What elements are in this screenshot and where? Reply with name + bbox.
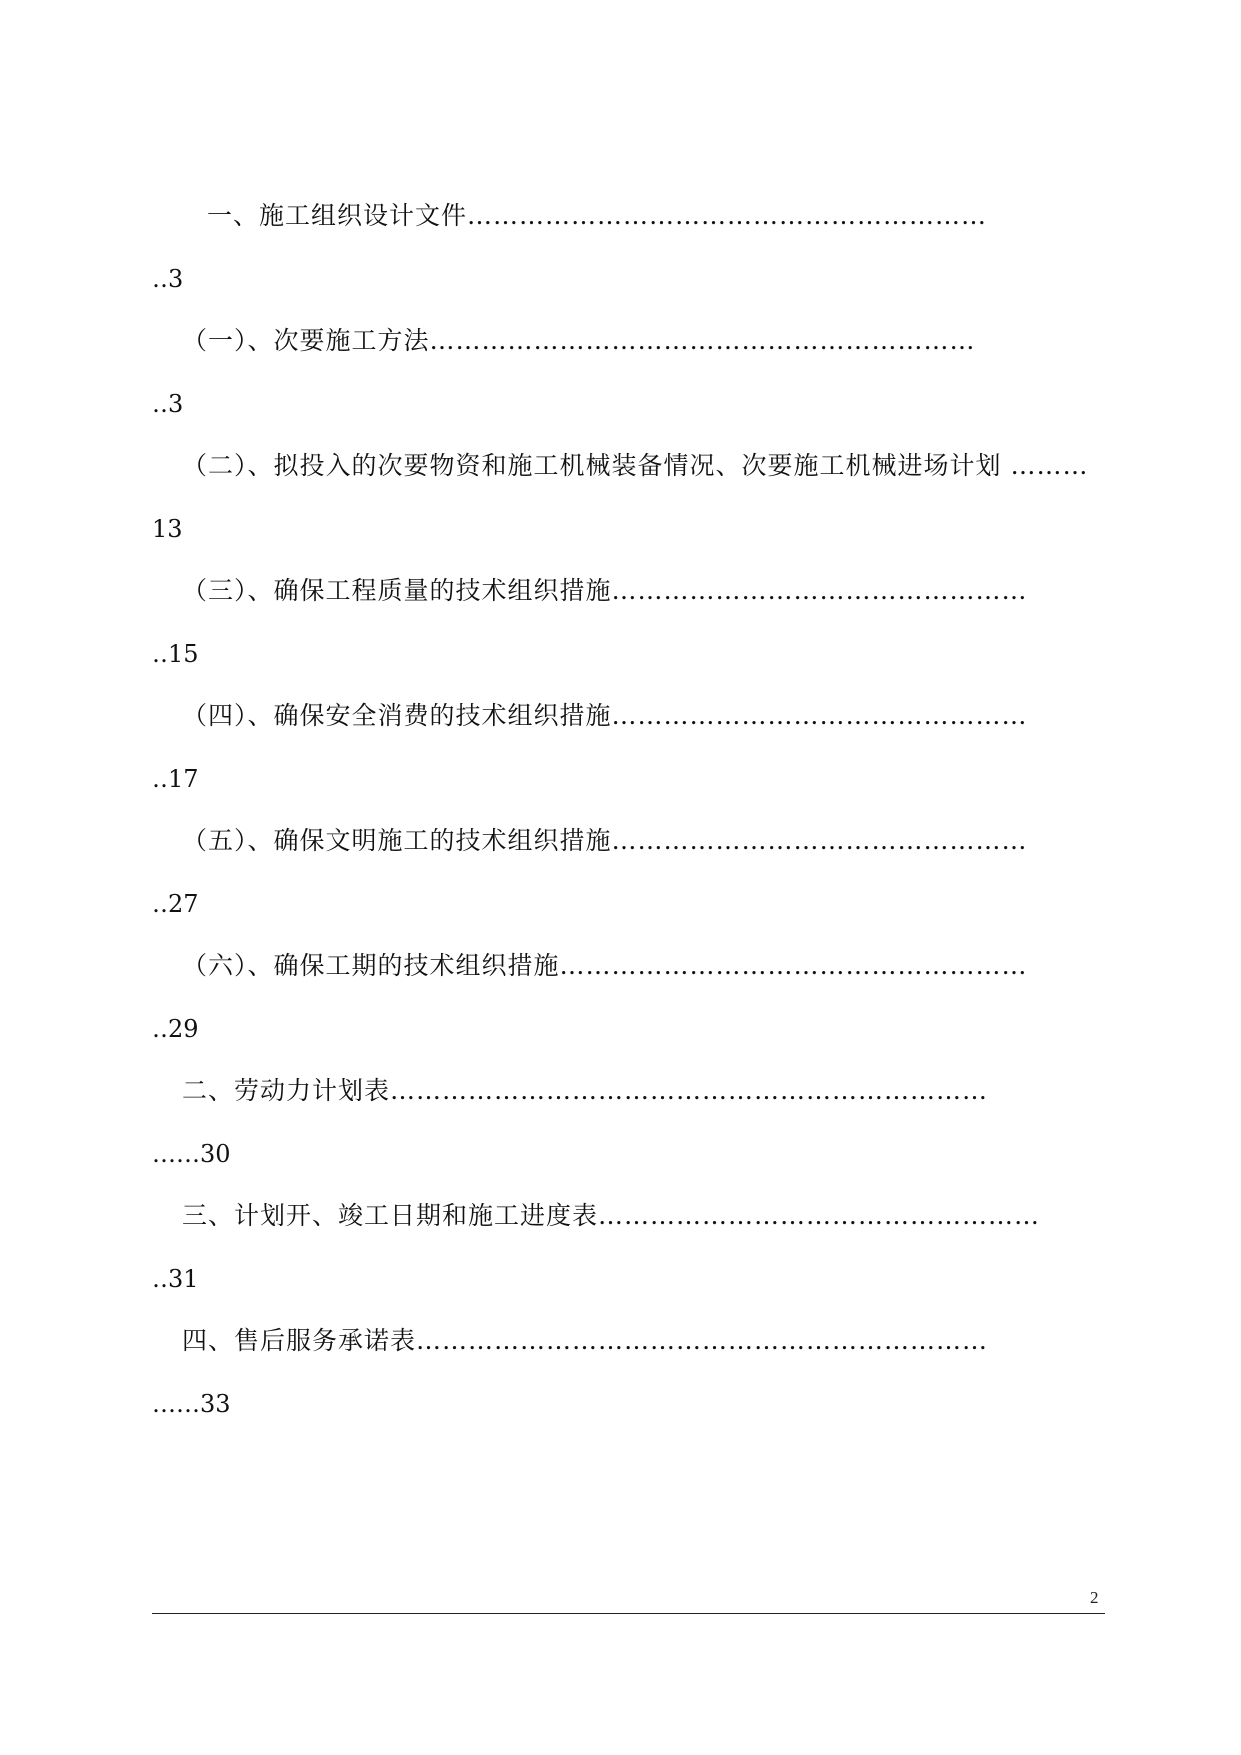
toc-entry-5-title: （四）、确保安全消费的技术组织措施………………………………………… [182, 701, 1028, 730]
toc-entry-4-title: （三）、确保工程质量的技术组织措施………………………………………… [182, 576, 1028, 605]
toc-entry-1-page: ‥3 [152, 265, 184, 293]
toc-entry-2-title: （一）、次要施工方法……………………………………………………… [182, 326, 976, 355]
toc-entry-3-page: 13 [152, 515, 183, 543]
toc-entry-7-page: ‥29 [152, 1015, 199, 1043]
toc-entry-8-title: 二、劳动力计划表…………………………………………………………… [182, 1076, 989, 1105]
toc-entry-3-title: （二）、拟投入的次要物资和施工机械装备情况、次要施工机械进场计划 ……… [182, 451, 1089, 480]
toc-entry-4-page: ‥15 [152, 640, 199, 668]
toc-entry-5-page: ‥17 [152, 765, 199, 793]
toc-entry-8-page: ……30 [152, 1140, 231, 1168]
toc-entry-9-page: ‥31 [152, 1265, 199, 1293]
toc-entry-7-title: （六）、确保工期的技术组织措施……………………………………………… [182, 951, 1028, 980]
footer-divider [152, 1613, 1105, 1614]
toc-entry-6-title: （五）、确保文明施工的技术组织措施………………………………………… [182, 826, 1028, 855]
footer-page-number: 2 [1090, 1588, 1099, 1607]
toc-entry-6-page: ‥27 [152, 890, 199, 918]
toc-entry-10-title: 四、售后服务承诺表………………………………………………………… [182, 1326, 989, 1355]
toc-entry-1-title: 一、施工组织设计文件…………………………………………………… [207, 201, 988, 230]
toc-entry-9-title: 三、计划开、竣工日期和施工进度表…………………………………………… [182, 1201, 1041, 1230]
toc-entry-10-page: ……33 [152, 1390, 231, 1418]
toc-entry-2-page: ‥3 [152, 390, 184, 418]
